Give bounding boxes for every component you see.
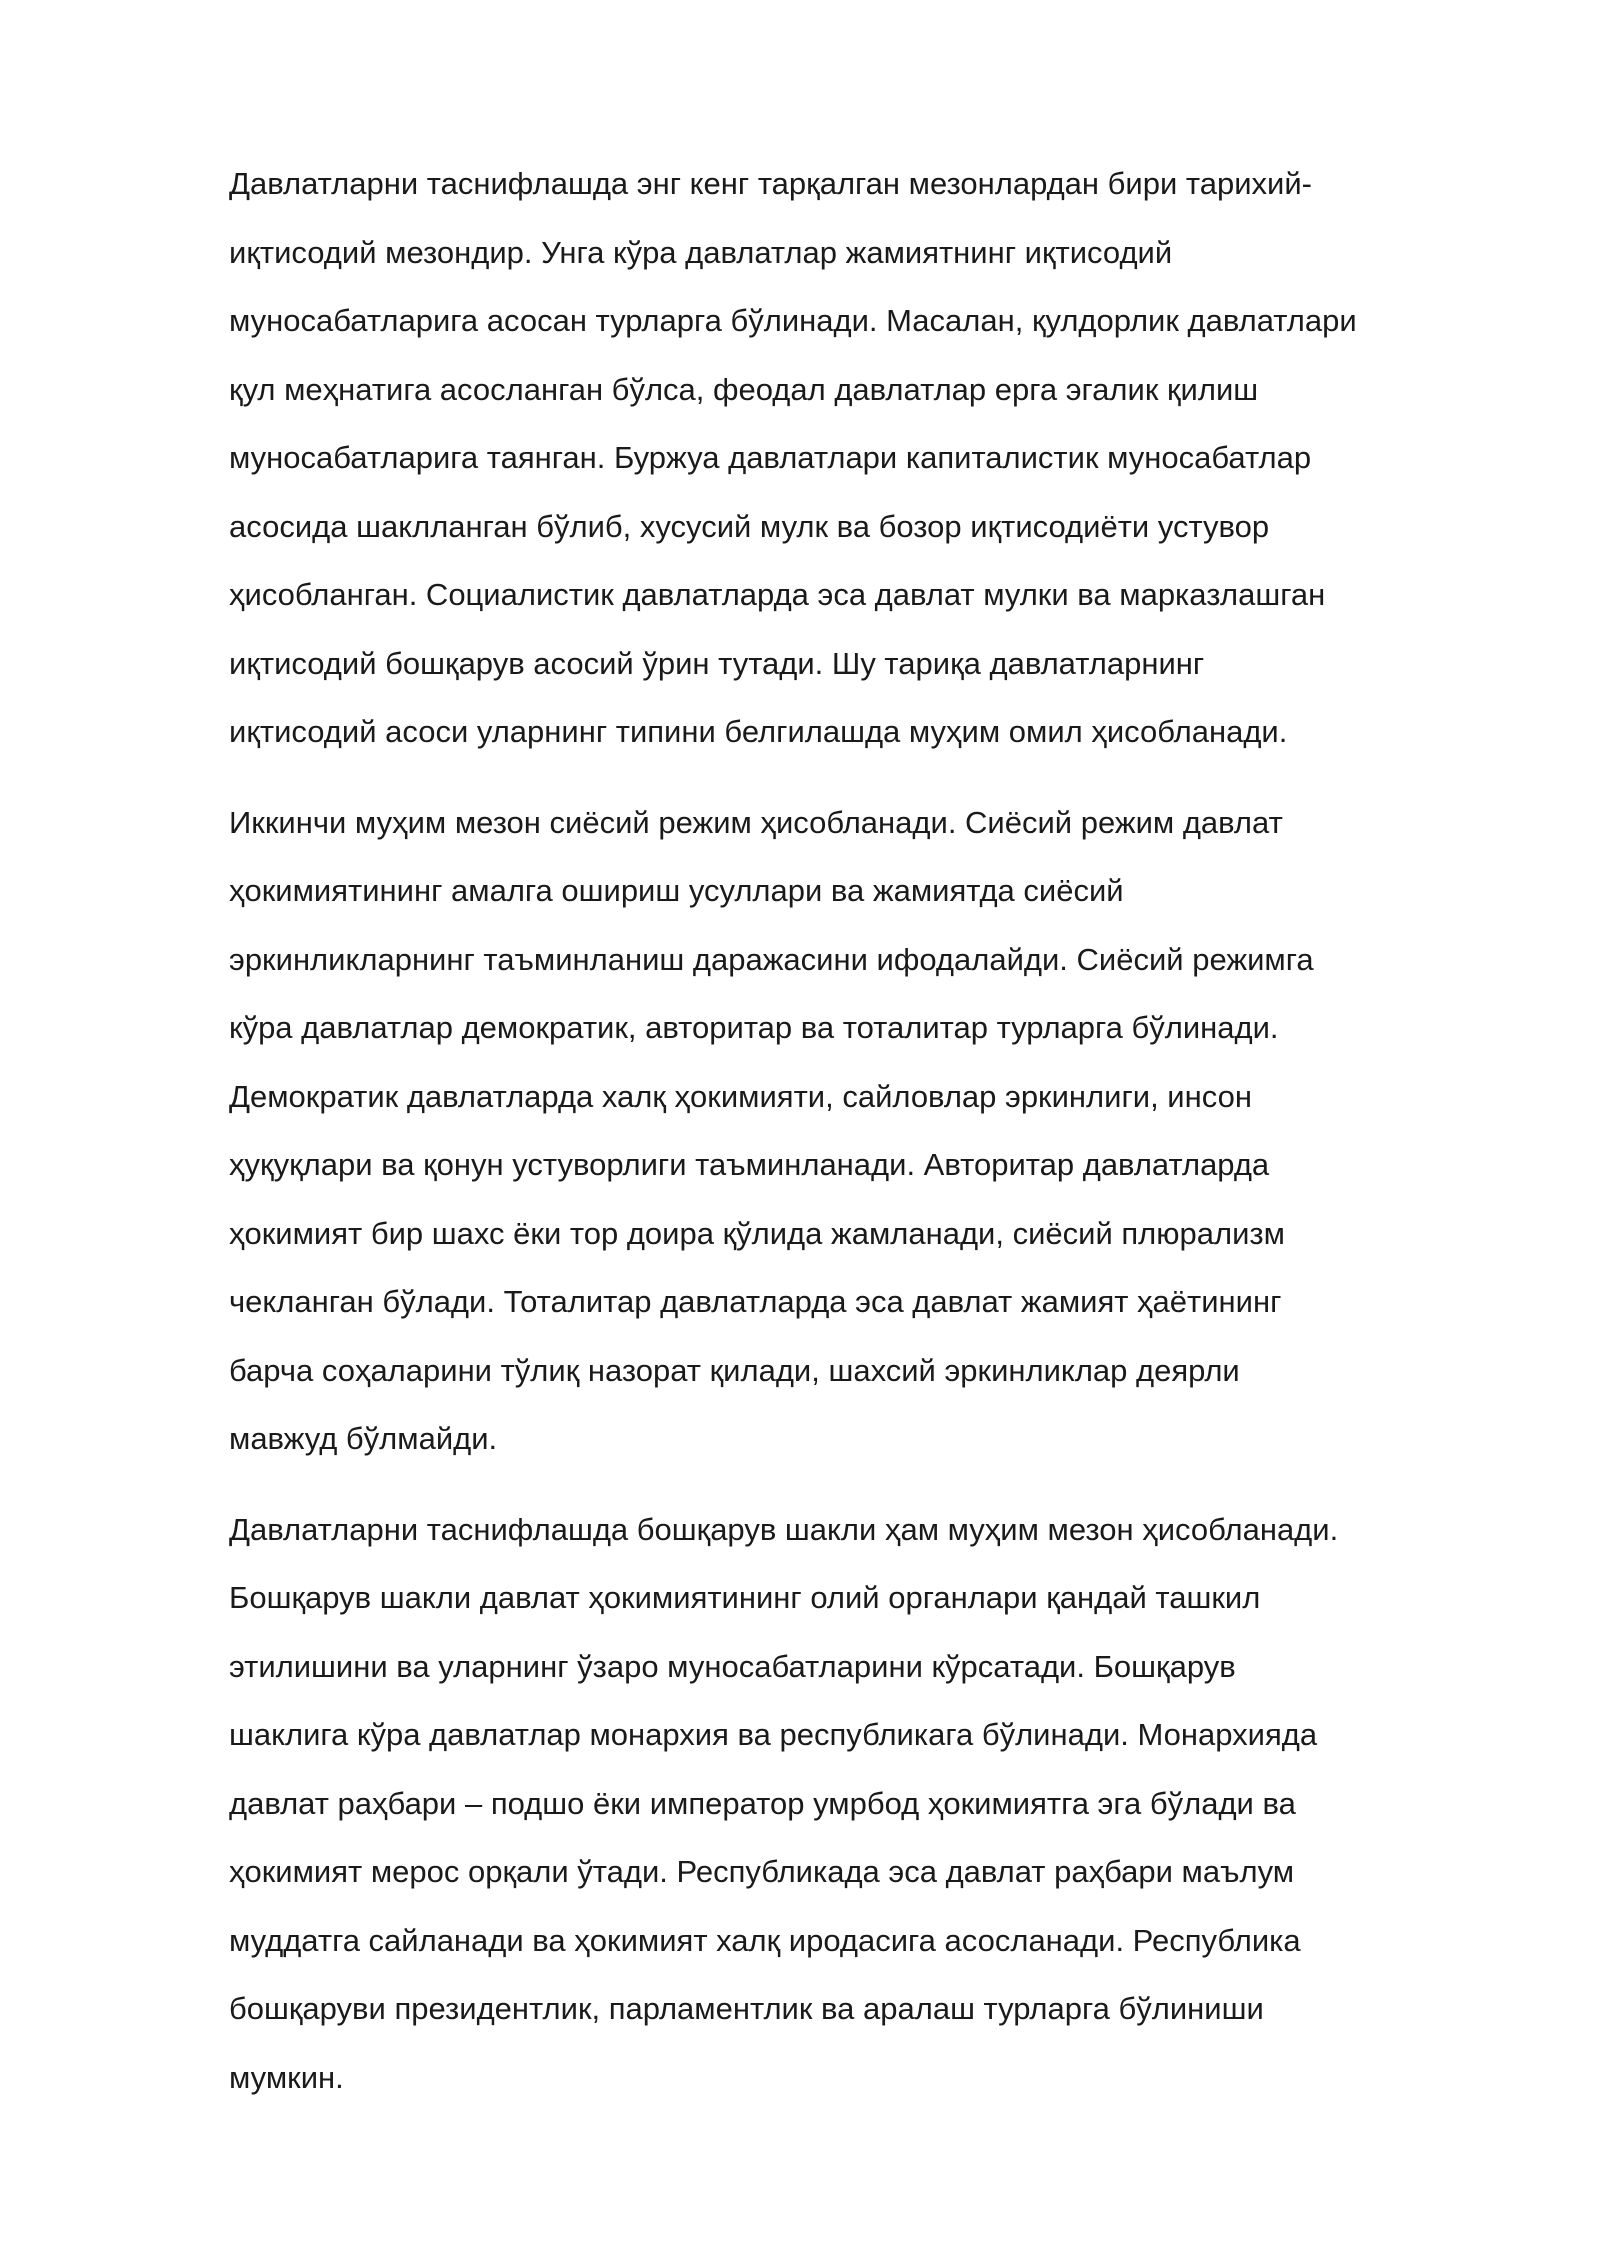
text-line: давлат раҳбари – подшо ёки император умрбод ҳокимиятга эга бўлади ва <box>229 1785 1296 1821</box>
text-body <box>229 150 1519 2112</box>
paragraph-3 <box>229 1496 1519 2113</box>
paragraph-2 <box>229 789 1519 1474</box>
text-line: шаклига кўра давлатлар монархия ва республикага бўлинади. Монархияда <box>229 1717 1318 1752</box>
text-line: ҳокимиятининг амалга ошириш усуллари ва жамиятда сиёсий <box>229 873 1124 908</box>
text-line: асосида шаклланган бўлиб, хусусий мулк ва бозор иқтисодиёти устувор <box>229 508 1270 544</box>
text-line: ҳокимият мерос орқали ўтади. Республикада эса давлат раҳбари маълум <box>229 1854 1295 1889</box>
paragraph-1 <box>229 150 1519 767</box>
text-line: этилишини ва уларнинг ўзаро муносабатларини кўрсатади. Бошқарув <box>229 1648 1236 1684</box>
text-line: ҳокимият бир шахс ёки тор доира қўлида жамланади, сиёсий плюрализм <box>229 1215 1285 1251</box>
text-line: муддатга сайланади ва ҳокимият халқ иродасига асосланади. Республика <box>229 1922 1301 1958</box>
text-line: Давлатларни таснифлашда энг кенг тарқалган мезонлардан бири тарихий- <box>229 166 1313 201</box>
text-line: мавжуд бўлмайди. <box>229 1421 498 1456</box>
text-line: Давлатларни таснифлашда бошқарув шакли ҳам муҳим мезон ҳисобланади. <box>229 1511 1339 1547</box>
text-line: муносабатларига таянган. Буржуа давлатлари капиталистик муносабатлар <box>229 440 1312 475</box>
text-line: ҳисобланган. Социалистик давлатларда эса давлат мулки ва марказлашган <box>229 577 1326 612</box>
text-line: Демократик давлатларда халқ ҳокимияти, сайловлар эркинлиги, инсон <box>229 1078 1252 1114</box>
text-line: Иккинчи муҳим мезон сиёсий режим ҳисобланади. Сиёсий режим давлат <box>229 804 1283 840</box>
text-line: барча соҳаларини тўлиқ назорат қилади, шахсий эркинликлар деярли <box>229 1352 1240 1388</box>
text-line: иқтисодий бошқарув асосий ўрин тутади. Шу тариқа давлатларнинг <box>229 645 1205 681</box>
text-line: чекланган бўлади. Тоталитар давлатларда эса давлат жамият ҳаётининг <box>229 1284 1282 1319</box>
text-line: кўра давлатлар демократик, авторитар ва тоталитар турларга бўлинади. <box>229 1010 1279 1045</box>
text-line: мумкин. <box>229 2059 344 2095</box>
text-line: муносабатларига асосан турларга бўлинади. Масалан, қулдорлик давлатлари <box>229 303 1357 338</box>
text-line: иқтисодий асоси уларнинг типини белгилашда муҳим омил ҳисобланади. <box>229 714 1288 749</box>
text-line: иқтисодий мезондир. Унга кўра давлатлар жамиятнинг иқтисодий <box>229 234 1173 270</box>
text-line: бошқаруви президентлик, парламентлик ва аралаш турларга бўлиниши <box>229 1991 1264 2026</box>
text-line: қул меҳнатига асосланган бўлса, феодал давлатлар ерга эгалик қилиш <box>229 371 1259 407</box>
text-line: эркинликларнинг таъминланиш даражасини ифодалайди. Сиёсий режимга <box>229 941 1314 977</box>
text-line: ҳуқуқлари ва қонун устуворлиги таъминланади. Авторитар давлатларда <box>229 1147 1270 1182</box>
text-line: Бошқарув шакли давлат ҳокимиятининг олий органлари қандай ташкил <box>229 1580 1261 1615</box>
